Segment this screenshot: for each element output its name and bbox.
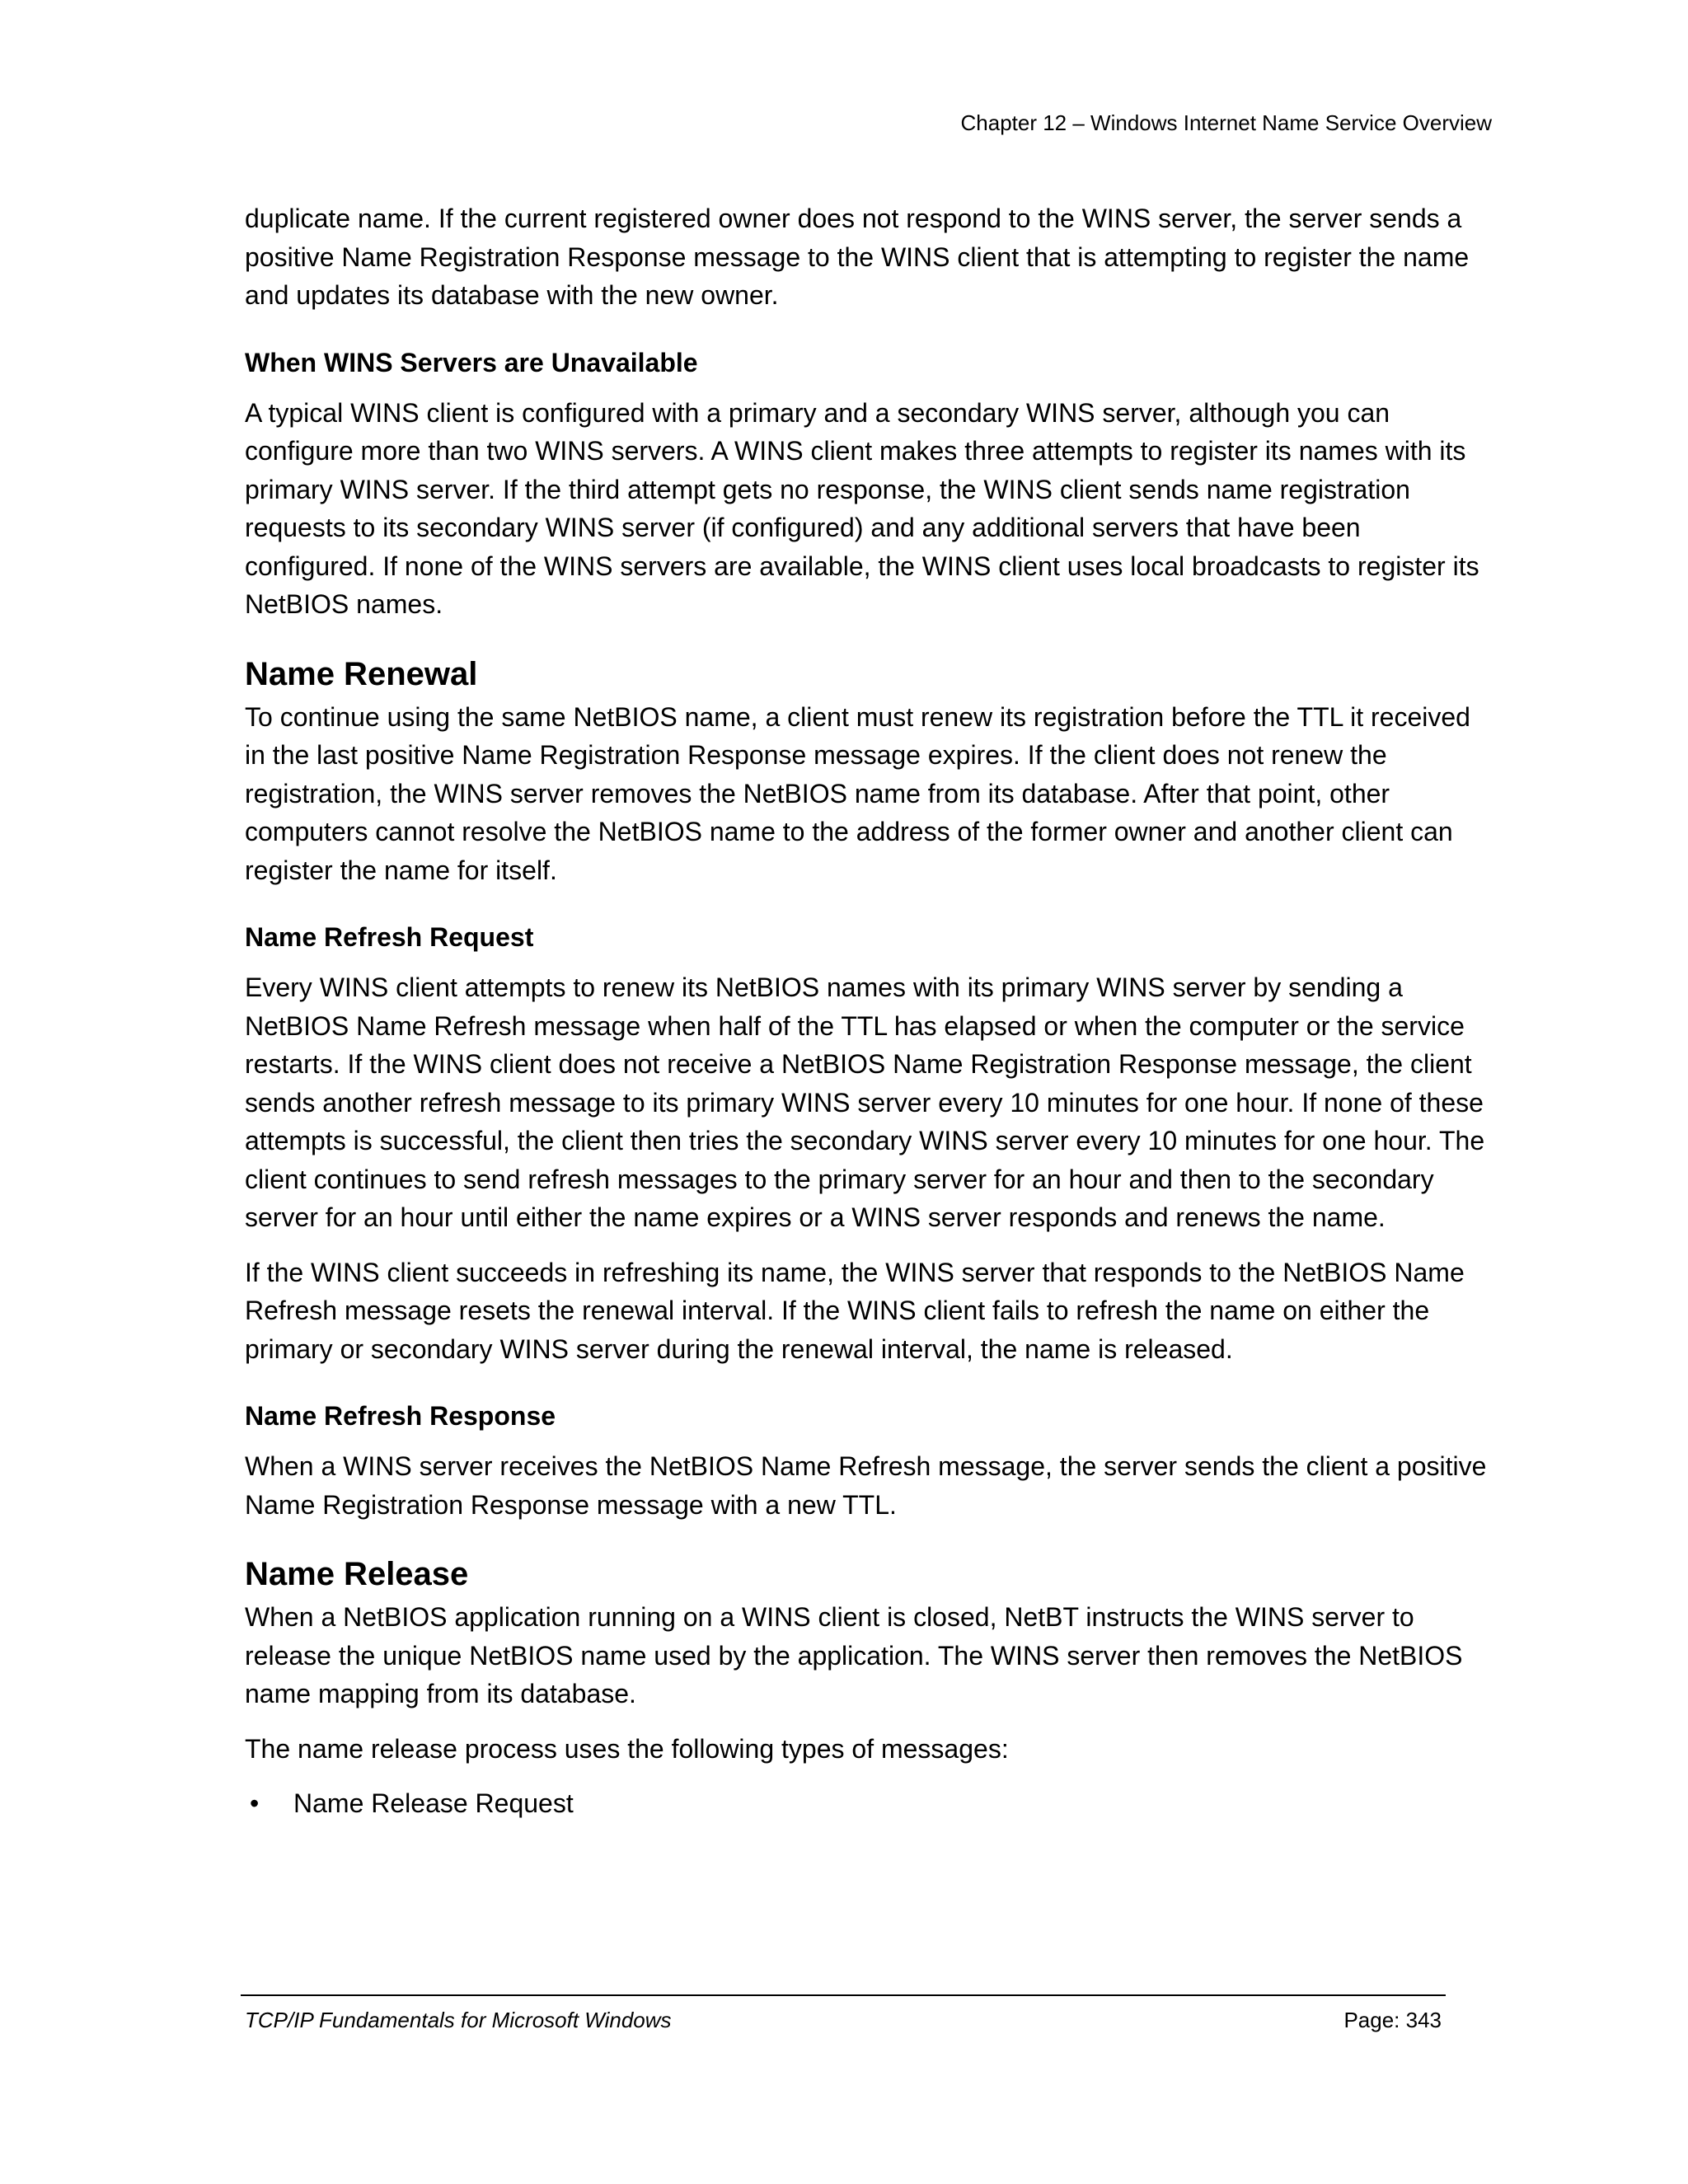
paragraph-refresh-request-2: If the WINS client succeeds in refreshing its name, the WINS server that responds to the NetBIOS Name Refresh message resets the renewal interval. If the WINS client fails to refresh the name on either the primary or secondary WINS server during the renewal interval, the name is released. [245,1257,1465,1364]
heading-wins-unavailable: When WINS Servers are Unavailable [245,347,698,377]
heading-name-renewal: Name Renewal [245,655,478,692]
paragraph-release-1: When a NetBIOS application running on a WINS client is closed, NetBT instructs the WINS server to release the unique NetBIOS name used by the application. The WINS server then removes the NetBIOS name mapping from its database. [245,1602,1463,1708]
message-type-list [245,1784,1498,1823]
page-content [245,199,1498,1823]
paragraph-refresh-request-1: Every WINS client attempts to renew its NetBIOS names with its primary WINS server by sending a NetBIOS Name Refresh message when half of the TTL has elapsed or when the computer or the service restarts. If the WINS client does not receive a NetBIOS Name Registration Response message, the client sends another refresh message to its primary WINS server every 10 minutes for one hour. If none of these attempts is successful, the client then tries the secondary WINS server every 10 minutes for one hour. The client continues to send refresh messages to the primary server for an hour and then to the secondary server for an hour until either the name expires or a WINS server responds and renews the name. [245,972,1485,1232]
paragraph-name-renewal: To continue using the same NetBIOS name, a client must renew its registration before the TTL it received in the last positive Name Registration Response message expires. If the client does not renew the registration, the WINS server removes the NetBIOS name from its database. After that point, other computers cannot resolve the NetBIOS name to the address of the former owner and another client can register the name for itself. [245,701,1470,885]
paragraph-intro: duplicate name. If the current registered owner does not respond to the WINS server, the server sends a positive Name Registration Response message to the WINS client that is attempting to register the name and updates its database with the new owner. [245,204,1470,310]
heading-name-refresh-request: Name Refresh Request [245,922,534,952]
bullet-icon: • [250,1788,260,1818]
paragraph-wins-unavailable: A typical WINS client is configured with a primary and a secondary WINS server, although you can configure more than two WINS servers. A WINS client makes three attempts to register its names with its primary WINS server. If the third attempt gets no response, the WINS client sends name registration requests to its secondary WINS server (if configured) and any additional servers that have been configured. If none of the WINS servers are available, the WINS client uses local broadcasts to register its NetBIOS names. [245,397,1479,619]
heading-name-refresh-response: Name Refresh Response [245,1401,556,1431]
list-item [245,1784,1498,1823]
list-item-text: Name Release Request [293,1788,574,1818]
footer-page-number: Page: 343 [1343,2008,1442,2032]
paragraph-refresh-response: When a WINS server receives the NetBIOS Name Refresh message, the server sends the client a positive Name Registration Response message with a new TTL. [245,1451,1487,1520]
running-header: Chapter 12 – Windows Internet Name Service Overview [960,110,1492,135]
paragraph-release-2: The name release process uses the following types of messages: [245,1733,1009,1764]
heading-name-release: Name Release [245,1556,469,1592]
footer-book-title: TCP/IP Fundamentals for Microsoft Windows [245,2008,672,2032]
footer-rule [241,1994,1446,1996]
